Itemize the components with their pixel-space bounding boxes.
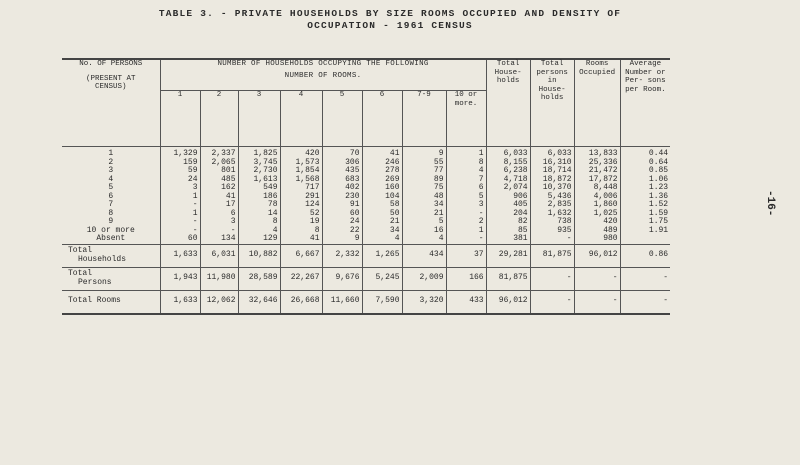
table-cell: 1,568 [280, 176, 322, 185]
table-cell: 433 [446, 290, 486, 314]
table-row [62, 210, 670, 219]
table-cell: 1,860 [574, 201, 620, 210]
table-cell: - [574, 290, 620, 314]
table-cell: - [446, 235, 486, 244]
table-cell: 55 [402, 159, 446, 168]
table-cell: 48 [402, 193, 446, 202]
table-cell: 230 [322, 193, 362, 202]
table-cell: 402 [322, 184, 362, 193]
table-cell: 5 [402, 218, 446, 227]
totals-label-line2: Households [78, 254, 127, 264]
row-label: 2 [108, 157, 114, 167]
table-cell: 41 [200, 193, 238, 202]
rooms-occupied-header: Rooms Occupied [574, 59, 620, 147]
totals-label [62, 244, 160, 267]
totals-row [62, 267, 670, 290]
table-cell: 85 [486, 227, 530, 236]
table-cell: 489 [574, 227, 620, 236]
table-cell: 25,336 [574, 159, 620, 168]
table-cell: 2,730 [238, 167, 280, 176]
rooms-header-5: 5 [322, 91, 362, 147]
table-cell: 2,835 [530, 201, 574, 210]
rooms-group-line2: NUMBER OF ROOMS. [284, 71, 362, 80]
table-cell: 59 [160, 167, 200, 176]
table-cell: 1.36 [620, 193, 670, 202]
table-cell: 4 [446, 167, 486, 176]
table-cell: 3 [160, 184, 200, 193]
table-cell: 78 [238, 201, 280, 210]
table-cell: 4 [402, 235, 446, 244]
table-cell: 7,590 [362, 290, 402, 314]
table-cell: 134 [200, 235, 238, 244]
row-label: 8 [108, 208, 114, 218]
table-cell: 1.75 [620, 218, 670, 227]
table-cell: 22,267 [280, 267, 322, 290]
table-cell: 1 [446, 227, 486, 236]
table-cell: 306 [322, 159, 362, 168]
totals-label-line1: Total [68, 246, 93, 255]
table-cell: 60 [160, 235, 200, 244]
persons-header-line2: (PRESENT AT [85, 74, 136, 83]
average-header: Average Number or Per- sons per Room. [620, 59, 670, 147]
table-cell: 738 [530, 218, 574, 227]
table-cell: 19 [280, 218, 322, 227]
table-cell: 2,337 [200, 147, 238, 159]
table-cell: 26,668 [280, 290, 322, 314]
table-cell: 3,745 [238, 159, 280, 168]
table-cell: 278 [362, 167, 402, 176]
table-cell: 82 [486, 218, 530, 227]
table-cell: 717 [280, 184, 322, 193]
table-cell: 1,025 [574, 210, 620, 219]
table-cell: 420 [280, 147, 322, 159]
table-row [62, 147, 670, 159]
table-cell: 2,065 [200, 159, 238, 168]
table-cell: 18,714 [530, 167, 574, 176]
table-cell: 8 [280, 227, 322, 236]
table-row [62, 218, 670, 227]
rooms-header-6: 6 [362, 91, 402, 147]
table-cell: 32,646 [238, 290, 280, 314]
table-cell: 549 [238, 184, 280, 193]
table-cell: 21 [362, 218, 402, 227]
table-cell: 7 [446, 176, 486, 185]
table-row [62, 201, 670, 210]
table-cell: 3 [446, 201, 486, 210]
table-cell: 6,667 [280, 244, 322, 267]
row-label: 6 [108, 191, 114, 201]
table-cell: 1,632 [530, 210, 574, 219]
table-cell: 34 [402, 201, 446, 210]
table-cell: 60 [322, 210, 362, 219]
table-cell: 434 [402, 244, 446, 267]
rooms-header-10-plus: 10 or more. [446, 91, 486, 147]
table-cell: 89 [402, 176, 446, 185]
table-cell: 52 [280, 210, 322, 219]
totals-row [62, 244, 670, 267]
table-cell: 6,033 [486, 147, 530, 159]
table-cell: 5,436 [530, 193, 574, 202]
table-cell: 1,613 [238, 176, 280, 185]
table-cell: 16,310 [530, 159, 574, 168]
table-cell: 1.23 [620, 184, 670, 193]
rooms-header-7-9: 7-9 [402, 91, 446, 147]
totals-label [62, 267, 160, 290]
table-cell: 420 [574, 218, 620, 227]
row-label: 9 [108, 217, 114, 226]
table-cell: 18,872 [530, 176, 574, 185]
table-cell: 11,660 [322, 290, 362, 314]
table-cell: 2,332 [322, 244, 362, 267]
rooms-header-3: 3 [238, 91, 280, 147]
totals-label-line2: Persons [78, 277, 112, 287]
table-cell: 22 [322, 227, 362, 236]
table-cell: 801 [200, 167, 238, 176]
table-cell: 269 [362, 176, 402, 185]
table-cell: - [200, 227, 238, 236]
table-cell: 8,155 [486, 159, 530, 168]
table-cell: - [620, 267, 670, 290]
table-cell: 41 [280, 235, 322, 244]
table-cell: 58 [362, 201, 402, 210]
table-cell: 405 [486, 201, 530, 210]
table-cell: 159 [160, 159, 200, 168]
table-cell: 906 [486, 193, 530, 202]
table-title-line1: TABLE 3. - PRIVATE HOUSEHOLDS BY SIZE ROOMS OCCUPIED AND DENSITY OF [158, 8, 622, 19]
table-cell: 4 [238, 227, 280, 236]
row-label: 4 [108, 174, 114, 184]
row-label: Absent [62, 235, 160, 244]
table-cell: 246 [362, 159, 402, 168]
row-label: 7 [108, 200, 114, 209]
table-cell: 291 [280, 193, 322, 202]
totals-label-line1: Total [68, 269, 93, 278]
table-row [62, 227, 670, 236]
table-cell: 6,238 [486, 167, 530, 176]
table-cell: 10,370 [530, 184, 574, 193]
table-cell: 6 [446, 184, 486, 193]
table-cell: 50 [362, 210, 402, 219]
table-cell: 104 [362, 193, 402, 202]
table-cell: 980 [574, 235, 620, 244]
table-cell: 96,012 [486, 290, 530, 314]
table-cell: 162 [200, 184, 238, 193]
rooms-header-2: 2 [200, 91, 238, 147]
table-cell: 16 [402, 227, 446, 236]
table-cell: 34 [362, 227, 402, 236]
table-row [62, 184, 670, 193]
table-cell: 935 [530, 227, 574, 236]
table-cell: 17 [200, 201, 238, 210]
table-cell: - [160, 227, 200, 236]
table-cell: 5 [446, 193, 486, 202]
totals-row [62, 290, 670, 314]
table-cell: 3,320 [402, 290, 446, 314]
table-cell: 0.44 [620, 147, 670, 159]
table-cell: 4,006 [574, 193, 620, 202]
table-cell: 14 [238, 210, 280, 219]
table-cell: 8,448 [574, 184, 620, 193]
table-cell: 2 [446, 218, 486, 227]
table-cell: 0.64 [620, 159, 670, 168]
table-cell: - [160, 201, 200, 210]
table-cell: 70 [322, 147, 362, 159]
table-cell: 0.86 [620, 244, 670, 267]
persons-header-line3: CENSUS) [94, 83, 127, 91]
table-row [62, 176, 670, 185]
table-cell: 1,633 [160, 244, 200, 267]
households-table [62, 58, 670, 315]
table-cell: 24 [160, 176, 200, 185]
page-number: -16- [764, 190, 776, 217]
table-cell: 4,718 [486, 176, 530, 185]
table-cell: 8 [238, 218, 280, 227]
table-cell: 3 [200, 218, 238, 227]
table-cell: 24 [322, 218, 362, 227]
table-cell: 1,573 [280, 159, 322, 168]
table-title-line2: OCCUPATION - 1961 CENSUS [307, 20, 473, 31]
table-cell: 21,472 [574, 167, 620, 176]
totals-label [62, 290, 160, 314]
table-cell: 9 [402, 147, 446, 159]
table-cell: - [530, 235, 574, 244]
table-cell: 17,872 [574, 176, 620, 185]
table-cell [620, 235, 670, 244]
table-cell: 1,943 [160, 267, 200, 290]
table-cell: 5,245 [362, 267, 402, 290]
table-cell: - [530, 267, 574, 290]
table-row [62, 193, 670, 202]
table-cell: - [620, 290, 670, 314]
persons-header [62, 59, 160, 147]
table-cell: 8 [446, 159, 486, 168]
table-cell: 77 [402, 167, 446, 176]
table-cell: 1 [160, 193, 200, 202]
table-cell: 1,633 [160, 290, 200, 314]
table-cell: 683 [322, 176, 362, 185]
rooms-header-4: 4 [280, 91, 322, 147]
table-cell: 13,833 [574, 147, 620, 159]
table-title [70, 8, 710, 32]
table-cell: 381 [486, 235, 530, 244]
rooms-group-header [160, 59, 486, 91]
table-cell: 124 [280, 201, 322, 210]
table-cell: 2,009 [402, 267, 446, 290]
table-cell: 1.06 [620, 176, 670, 185]
table-row [62, 167, 670, 176]
table-cell: 1.59 [620, 210, 670, 219]
table-cell: - [530, 290, 574, 314]
table-cell: 1 [160, 210, 200, 219]
table-cell: 1,265 [362, 244, 402, 267]
table-cell: 1,854 [280, 167, 322, 176]
table-cell: 11,980 [200, 267, 238, 290]
table-cell: 186 [238, 193, 280, 202]
table-cell: 75 [402, 184, 446, 193]
row-label: 3 [108, 166, 114, 175]
table-cell: 160 [362, 184, 402, 193]
table-cell: - [160, 218, 200, 227]
table-cell: 204 [486, 210, 530, 219]
table-cell: 435 [322, 167, 362, 176]
table-cell: 37 [446, 244, 486, 267]
table-cell: 129 [238, 235, 280, 244]
table-cell: - [446, 210, 486, 219]
total-persons-header: Total persons in House- holds [530, 59, 574, 147]
total-households-header: Total House- holds [486, 59, 530, 147]
table-cell: 41 [362, 147, 402, 159]
row-label: 1 [108, 149, 114, 158]
table-row [62, 235, 670, 244]
table-cell: 6,033 [530, 147, 574, 159]
table-cell: - [574, 267, 620, 290]
rooms-header-1: 1 [160, 91, 200, 147]
table-cell: 1 [446, 147, 486, 159]
table-cell: 6,031 [200, 244, 238, 267]
table-cell: 0.85 [620, 167, 670, 176]
table-cell: 1.52 [620, 201, 670, 210]
table-cell: 28,589 [238, 267, 280, 290]
table-cell: 81,875 [530, 244, 574, 267]
table-cell: 21 [402, 210, 446, 219]
rooms-group-line1: NUMBER OF HOUSEHOLDS OCCUPYING THE FOLLOWING [217, 60, 429, 68]
table-cell: 166 [446, 267, 486, 290]
table-cell: 485 [200, 176, 238, 185]
table-cell: 29,281 [486, 244, 530, 267]
table-cell: 1,825 [238, 147, 280, 159]
totals-label-line1: Total Rooms [68, 296, 121, 306]
table-cell: 2,074 [486, 184, 530, 193]
table-cell: 12,062 [200, 290, 238, 314]
table-cell: 9 [322, 235, 362, 244]
table-cell: 81,875 [486, 267, 530, 290]
table-cell: 9,676 [322, 267, 362, 290]
table-cell: 1.91 [620, 227, 670, 236]
persons-header-line1: No. OF PERSONS [79, 60, 143, 68]
table-cell: 10,882 [238, 244, 280, 267]
row-label: 10 or more [86, 225, 135, 235]
table-cell: 91 [322, 201, 362, 210]
table-cell: 4 [362, 235, 402, 244]
table-cell: 1,329 [160, 147, 200, 159]
row-label: 5 [108, 183, 114, 192]
table-cell: 6 [200, 210, 238, 219]
table-row [62, 159, 670, 168]
table-cell: 96,012 [574, 244, 620, 267]
